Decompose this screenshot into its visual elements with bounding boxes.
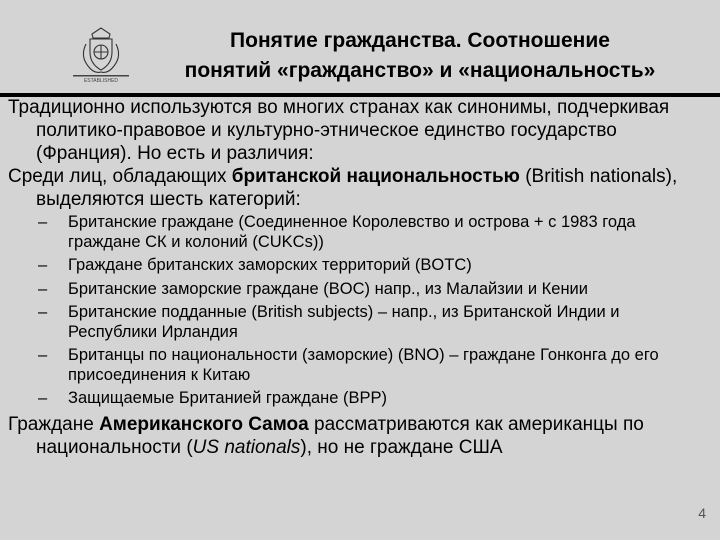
category-item [8,256,708,276]
category-item [8,346,708,385]
category-item [8,280,708,300]
p2-bold-term: британской национальностью [231,166,520,187]
p3-bold-term: Американского Самоа [99,413,309,435]
slide-body [8,96,708,459]
paragraph-synonyms: Традиционно используются во многих странах как синонимы, подчеркивая политико-правовое и культурно-этническое единство государство (Франция). Но есть и различия: [8,97,670,164]
p3-text-mid: рассматриваются как американцы по национальности ( [36,413,644,458]
p3-italic-term: US nationals [192,436,301,458]
dash-bullet: – [38,213,48,231]
category-item [8,389,708,409]
p3-text-start: Граждане [8,413,100,435]
svg-text:ESTABLISHED: ESTABLISHED [83,78,119,84]
dash-bullet: – [38,389,48,407]
dash-bullet: – [38,303,48,321]
categories-list [8,213,708,409]
dash-bullet: – [38,256,48,274]
category-text: Британские заморские граждане (BOC) напр., из Малайзии и Кении [68,279,588,298]
category-text: Граждане британских заморских территорий (BOTC) [68,256,472,274]
category-text: Британские граждане (Соединенное Королевство и острова + с 1983 года граждане СК и колоний (CUKCs)) [68,213,636,251]
paragraph-american-samoa [8,413,708,459]
dash-bullet: – [38,279,48,298]
dash-bullet: – [38,346,48,364]
category-text: Британцы по национальности (заморские) (BNO) – граждане Гонконга до его присоединения к Китаю [68,346,659,384]
slide-title-line-2: понятий «гражданство» и «национальность» [184,59,656,82]
paragraph-british-nationals [8,165,708,211]
slide-number: 4 [698,505,706,521]
p2-text-start: Среди лиц, обладающих [8,166,232,187]
slide-title [140,26,700,86]
slide-title-line-1: Понятие гражданства. Соотношение [230,29,610,52]
category-text: Британские подданные (British subjects) – напр., из Британской Индии и Республики Ирландия [68,303,620,341]
university-crest-icon [72,22,130,84]
category-item [8,213,708,252]
p3-text-end: ), но не граждане США [300,436,503,458]
category-text: Защищаемые Британией граждане (BPP) [68,389,387,407]
category-item [8,303,708,342]
p2-text-end: (British nationals), выделяются шесть категорий: [36,166,678,210]
